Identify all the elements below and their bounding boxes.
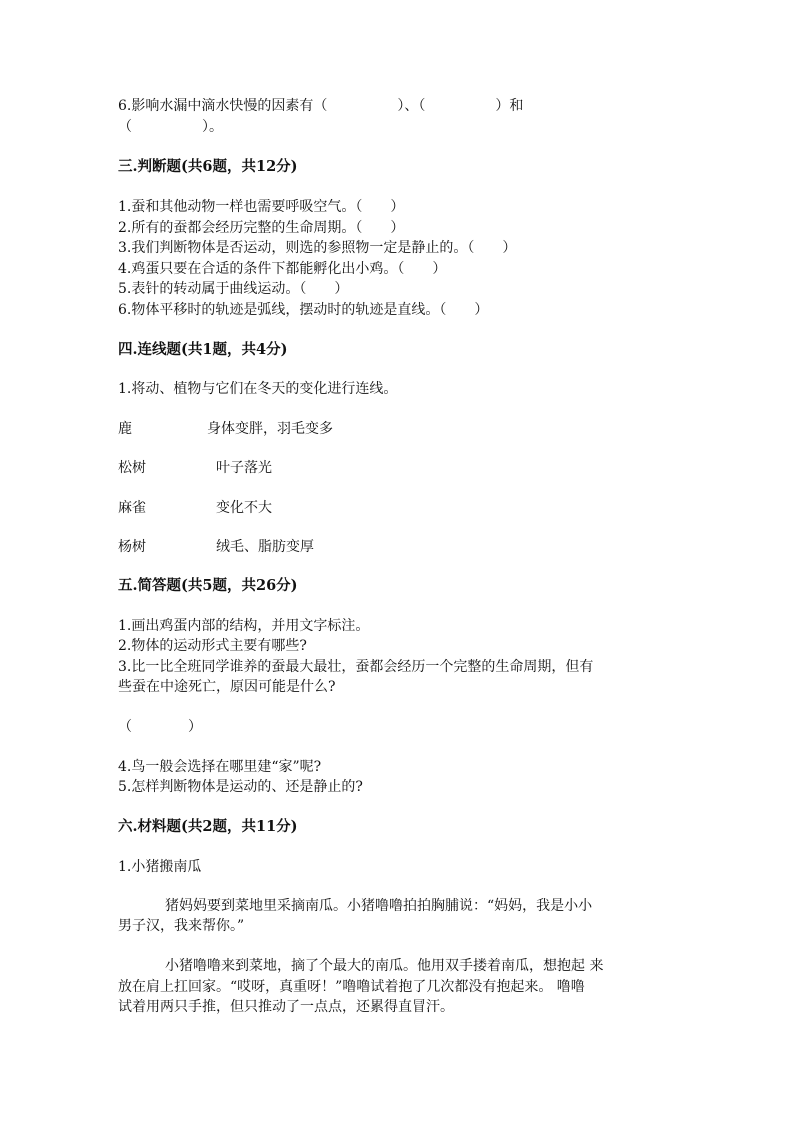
answer-blank: （ ）: [118, 719, 202, 735]
short-q3-line-2: 些蚕在中途死亡，原因可能是什么?: [118, 679, 336, 695]
match-right-2: 叶子落光: [216, 460, 272, 476]
story-para2-line-2: 放在肩上扛回家。“哎呀，真重呀！”噜噜试着抱了几次都没有抱起来。 噜噜: [118, 979, 585, 995]
q6-line-2: （ ）。: [118, 119, 223, 135]
short-q5: 5.怎样判断物体是运动的、还是静止的?: [118, 779, 363, 795]
match-left-2: 松树: [118, 460, 146, 476]
match-right-1: 身体变胖，羽毛变多: [207, 421, 333, 437]
judge-item-5: 5.表针的转动属于曲线运动。（ ）: [118, 281, 349, 297]
story-para1-line-2: 男子汉，我来帮你。”: [118, 918, 245, 934]
short-q2: 2.物体的运动形式主要有哪些?: [118, 638, 307, 654]
matching-question: 1.将动、植物与它们在冬天的变化进行连线。: [118, 381, 398, 397]
short-q4: 4.鸟一般会选择在哪里建“家”呢?: [118, 759, 322, 775]
judge-item-6: 6.物体平移时的轨迹是弧线，摆动时的轨迹是直线。（ ）: [118, 302, 489, 318]
judge-item-1: 1.蚕和其他动物一样也需要呼吸空气。（ ）: [118, 199, 405, 215]
short-q1: 1.画出鸡蛋内部的结构，并用文字标注。: [118, 618, 370, 634]
story-para2-line-3: 试着用两只手推，但只推动了一点点，还累得直冒汗。: [118, 999, 454, 1015]
section5-heading: 五.简答题(共5题，共26分): [118, 577, 298, 594]
match-right-3: 变化不大: [216, 500, 272, 516]
material-q1-title: 1.小猪搬南瓜: [118, 859, 202, 875]
q6-line-1: 6.影响水漏中滴水快慢的因素有（ ）、（ ）和: [118, 98, 524, 114]
judge-item-2: 2.所有的蚕都会经历完整的生命周期。（ ）: [118, 220, 405, 236]
section4-heading: 四.连线题(共1题，共4分): [118, 341, 288, 358]
match-left-4: 杨树: [118, 539, 146, 555]
match-left-3: 麻雀: [118, 500, 146, 516]
short-q3-line-1: 3.比一比全班同学谁养的蚕最大最壮，蚕都会经历一个完整的生命周期，但有: [118, 659, 594, 675]
match-right-4: 绒毛、脂肪变厚: [216, 539, 314, 555]
judge-item-3: 3.我们判断物体是否运动，则选的参照物一定是静止的。（ ）: [118, 240, 517, 256]
section6-heading: 六.材料题(共2题，共11分): [118, 818, 298, 835]
judge-item-4: 4.鸡蛋只要在合适的条件下都能孵化出小鸡。（ ）: [118, 261, 447, 277]
match-left-1: 鹿: [118, 421, 132, 437]
section3-heading: 三.判断题(共6题，共12分): [118, 158, 298, 175]
story-para2-line-1: 小猪噜噜来到菜地，摘了个最大的南瓜。他用双手搂着南瓜，想抱起 来: [165, 958, 604, 974]
story-para1-line-1: 猪妈妈要到菜地里采摘南瓜。小猪噜噜拍拍胸脯说：“妈妈，我是小小: [165, 898, 593, 914]
